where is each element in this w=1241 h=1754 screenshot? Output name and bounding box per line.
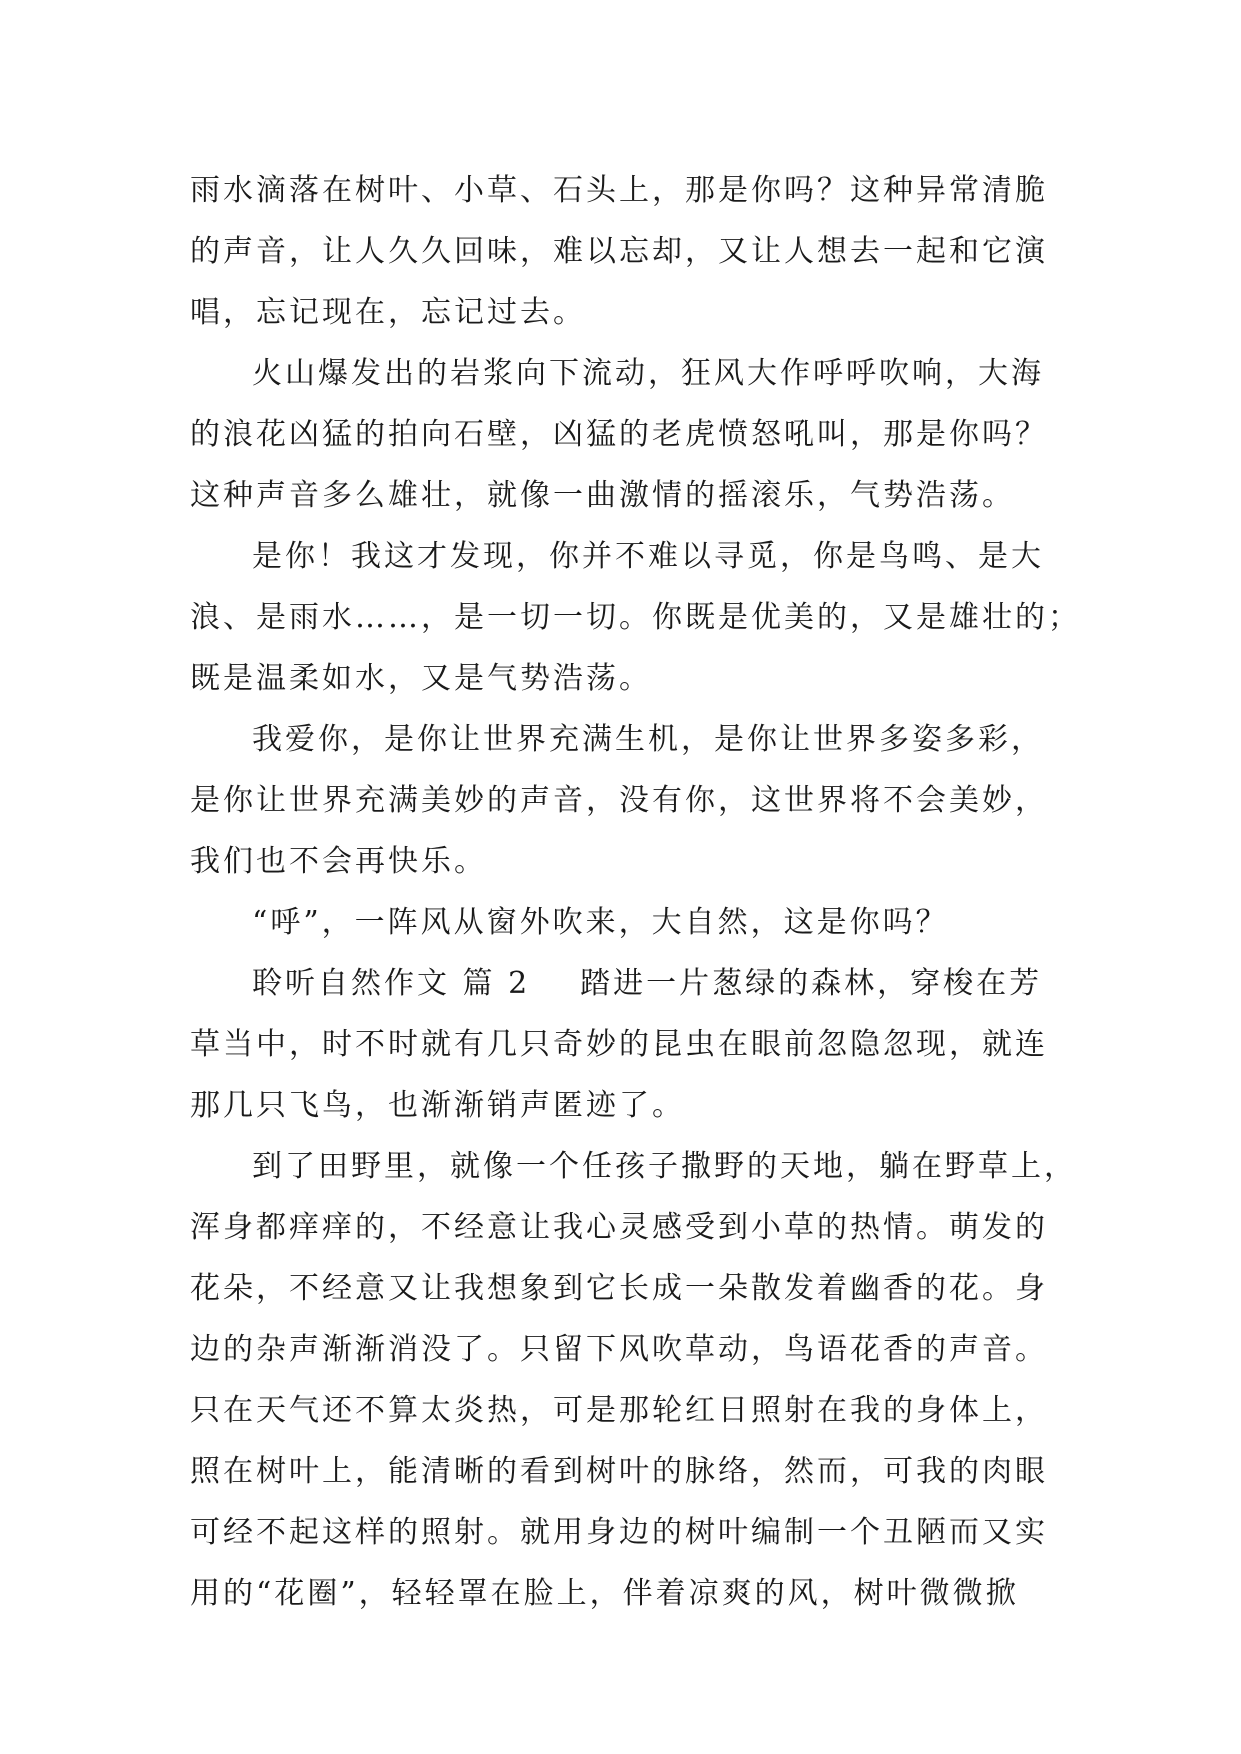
- paragraph-line: 既是温柔如水，又是气势浩荡。: [190, 661, 652, 696]
- paragraph-line: 到了田野里，就像一个任孩子撒野的天地，躺在野草上，: [252, 1149, 1077, 1184]
- paragraph-line: “呼”，一阵风从窗外吹来，大自然，这是你吗？: [252, 905, 949, 940]
- paragraph-line: 浑身都痒痒的，不经意让我心灵感受到小草的热情。萌发的: [190, 1210, 1048, 1245]
- paragraph-line: 是你让世界充满美妙的声音，没有你，这世界将不会美妙，: [190, 783, 1048, 818]
- section-heading: 聆听自然作文 篇 2: [252, 966, 531, 1001]
- paragraph-line: 火山爆发出的岩浆向下流动，狂风大作呼呼吹响，大海: [252, 356, 1044, 391]
- paragraph-line: 可经不起这样的照射。就用身边的树叶编制一个丑陋而又实: [190, 1515, 1048, 1550]
- section-heading-line: [190, 953, 1060, 1014]
- article-body: [190, 160, 1081, 1624]
- paragraph-line: 是你！我这才发现，你并不难以寻觅，你是鸟鸣、是大: [252, 539, 1044, 574]
- paragraph-line: 我爱你，是你让世界充满生机，是你让世界多姿多彩，: [252, 722, 1044, 757]
- paragraph-line: 只在天气还不算太炎热，可是那轮红日照射在我的身体上，: [190, 1393, 1048, 1428]
- paragraph-line: 照在树叶上，能清晰的看到树叶的脉络，然而，可我的肉眼: [190, 1454, 1048, 1489]
- paragraph-line: 唱，忘记现在，忘记过去。: [190, 295, 586, 330]
- paragraph-line: 的声音，让人久久回味，难以忘却，又让人想去一起和它演: [190, 234, 1048, 269]
- paragraph-line: 浪、是雨水……，是一切一切。你既是优美的，又是雄壮的；: [190, 600, 1081, 635]
- paragraph-line: 这种声音多么雄壮，就像一曲激情的摇滚乐，气势浩荡。: [190, 478, 1015, 513]
- paragraph-line: 用的“花圈”，轻轻罩在脸上，伴着凉爽的风，树叶微微掀: [190, 1576, 1019, 1611]
- paragraph-line: 草当中，时不时就有几只奇妙的昆虫在眼前忽隐忽现，就连: [190, 1027, 1048, 1062]
- paragraph-line: 的浪花凶猛的拍向石壁，凶猛的老虎愤怒吼叫，那是你吗？: [190, 417, 1048, 452]
- paragraph-line: 我们也不会再快乐。: [190, 844, 487, 879]
- paragraph-line: 那几只飞鸟，也渐渐销声匿迹了。: [190, 1088, 685, 1123]
- paragraph-line: 雨水滴落在树叶、小草、石头上，那是你吗？这种异常清脆: [190, 173, 1048, 208]
- paragraph-text: 踏进一片葱绿的森林，穿梭在芳: [580, 966, 1043, 1001]
- paragraph-line: 边的杂声渐渐消没了。只留下风吹草动，鸟语花香的声音。: [190, 1332, 1048, 1367]
- paragraph-line: 花朵，不经意又让我想象到它长成一朵散发着幽香的花。身: [190, 1271, 1048, 1306]
